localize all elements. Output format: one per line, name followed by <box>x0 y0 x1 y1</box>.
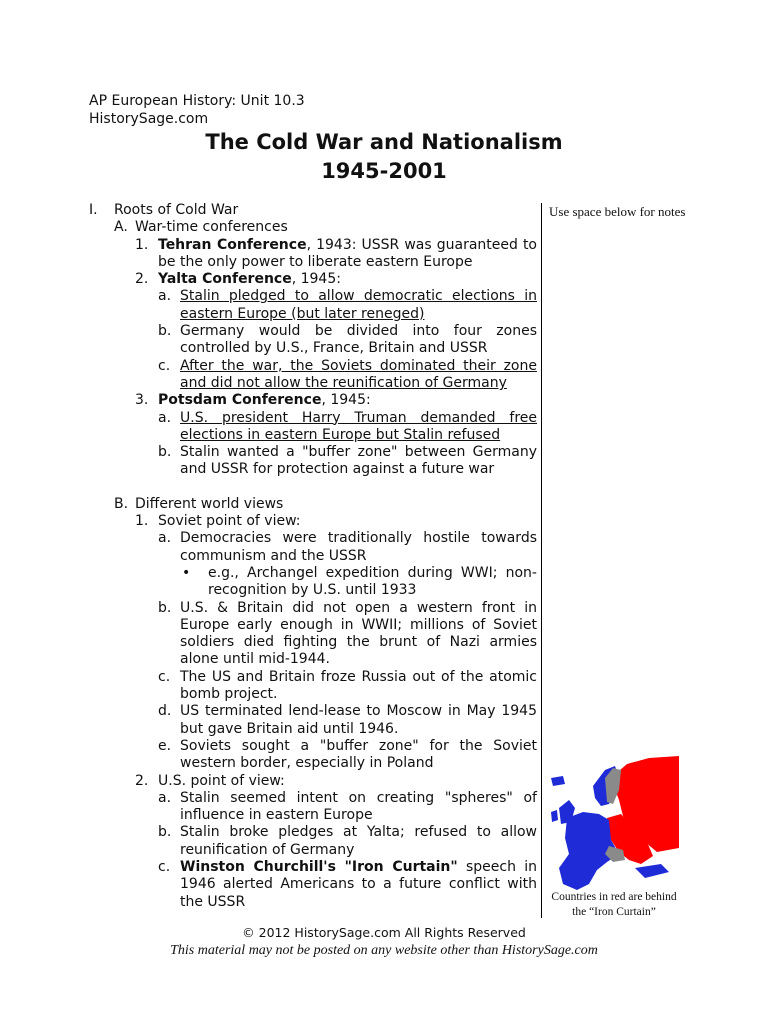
outline-item-I: I. Roots of Cold War <box>89 202 239 218</box>
page-subtitle-years: 1945-2001 <box>321 159 447 183</box>
outline-bullet-B1a: • e.g., Archangel expedition during WWI; non-recognition by U.S. until 1933 <box>182 564 537 599</box>
notes-divider <box>541 203 542 918</box>
course-label: AP European History: Unit 10.3 <box>89 93 305 109</box>
posting-notice: This material may not be posted on any website other than HistorySage.com <box>170 943 598 958</box>
copyright-footer: © 2012 HistorySage.com All Rights Reserved <box>242 925 526 940</box>
outline-item-B1d: d. US terminated lend-lease to Moscow in May 1945 but gave Britain aid until 1946. <box>158 703 537 737</box>
outline-item-A2c: c. After the war, the Soviets dominated their zone and did not allow the reunification of Germany <box>158 357 537 391</box>
outline-item-A3a: a. U.S. president Harry Truman demanded free elections in eastern Europe but Stalin refused <box>158 409 537 443</box>
outline-item-B2c: c. Winston Churchill's "Iron Curtain" speech in 1946 alerted Americans to a future conflict with the USSR <box>158 858 538 910</box>
outline-item-A1: 1. Tehran Conference, 1943: USSR was guaranteed to be the only power to liberate eastern Europe <box>135 236 537 270</box>
notes-label: Use space below for notes <box>549 204 686 219</box>
outline-item-B1a: a. Democracies were traditionally hostile towards communism and the USSR <box>158 530 537 564</box>
bullet-dot: • <box>182 564 191 581</box>
outline-item-A2a: a. Stalin pledged to allow democratic elections in eastern Europe (but later reneged) <box>158 288 537 322</box>
outline-item-A2: 2. Yalta Conference, 1945: <box>135 271 341 288</box>
section-gap <box>89 479 537 496</box>
outline-item-B1: 1. Soviet point of view: <box>135 513 301 530</box>
site-label: HistorySage.com <box>89 111 209 127</box>
outline-item-A: A. War-time conferences <box>114 219 288 236</box>
page-title: The Cold War and Nationalism <box>205 130 563 154</box>
outline-item-B1c: c. The US and Britain froze Russia out of the atomic bomb project. <box>158 668 537 703</box>
outline-item-B2a: a. Stalin seemed intent on creating "spheres" of influence in eastern Europe <box>158 789 537 824</box>
iron-curtain-map <box>549 756 679 891</box>
outline-item-B2b: b. Stalin broke pledges at Yalta; refused to allow reunification of Germany <box>158 824 537 858</box>
outline-item-B2: 2. U.S. point of view: <box>135 772 285 789</box>
ireland-region <box>551 810 558 822</box>
outline-item-A3b: b. Stalin wanted a "buffer zone" between Germany and USSR for protection against a future war <box>158 444 537 478</box>
outline-item-B1b: b. U.S. & Britain did not open a western front in Europe early enough in WWII; millions of Soviet soldiers died fighting the brunt of Nazi armies alone until mid-1944. <box>158 599 537 668</box>
outline-item-B1e: e. Soviets sought a "buffer zone" for the Soviet western border, especially in Poland <box>158 737 537 772</box>
outline <box>89 202 537 911</box>
outline-item-A2b: b. Germany would be divided into four zones controlled by U.S., France, Britain and USSR <box>158 323 537 357</box>
map-caption: Countries in red are behind the “Iron Curtain” <box>551 891 677 918</box>
outline-item-B: B. Different world views <box>114 495 284 512</box>
outline-item-A3: 3. Potsdam Conference, 1945: <box>135 392 371 409</box>
